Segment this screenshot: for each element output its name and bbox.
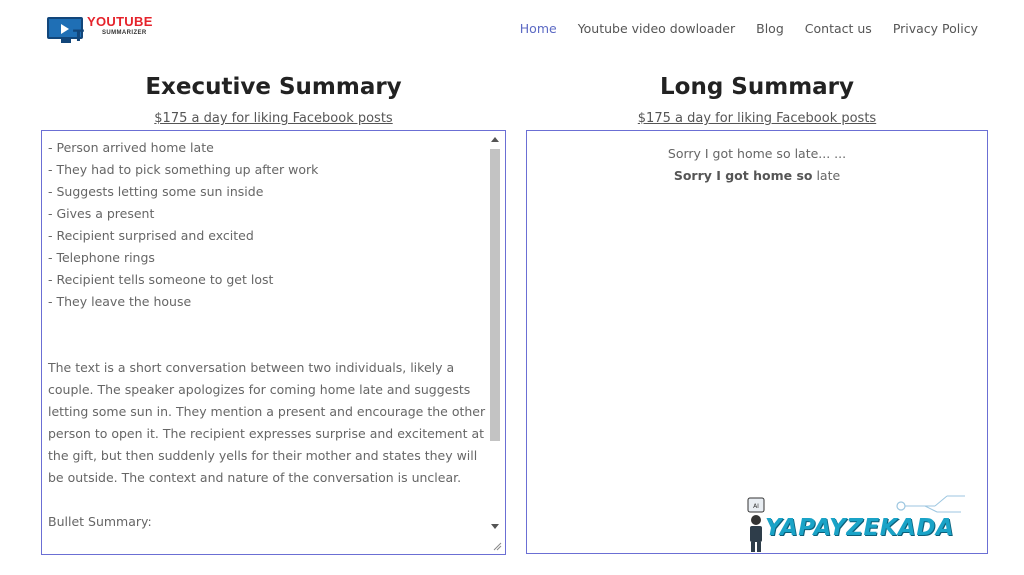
summary-bullet: - Suggests letting some sun inside [48, 184, 264, 199]
summary-bullet: - Gives a present [48, 206, 155, 221]
long-summary-heading: Long Summary [659, 74, 855, 100]
long-summary-text [527, 143, 987, 187]
watermark [745, 492, 975, 558]
logo-title: YOUTUBE [87, 14, 153, 29]
site-logo[interactable] [47, 14, 157, 44]
scroll-up-arrow-icon[interactable] [491, 137, 499, 142]
nav-blog[interactable]: Blog [756, 21, 784, 36]
bullet-summary-title: Bullet Summary: [48, 514, 152, 529]
scroll-down-arrow-icon[interactable] [491, 524, 499, 529]
summary-bullet: - Person arrived home late [48, 140, 214, 155]
nav-contact[interactable]: Contact us [804, 21, 872, 36]
robot-label: AI [753, 503, 759, 510]
executive-summary-text [48, 137, 488, 533]
long-summary-bold: Sorry I got home so [673, 168, 813, 183]
executive-video-link[interactable]: $175 a day for liking Facebook posts [154, 111, 393, 126]
nav-youtube-downloader[interactable]: Youtube video dowloader [577, 21, 736, 36]
nav-privacy[interactable]: Privacy Policy [892, 21, 978, 36]
summary-bullet: - They had to pick something up after work [48, 162, 319, 177]
logo-letter: T [73, 26, 84, 45]
long-summary-line: Sorry I got home so late... ... [667, 146, 847, 161]
circuit-decoration-icon [895, 492, 975, 514]
summary-bullet: - They leave the house [48, 294, 192, 309]
textarea-scrollbar[interactable] [489, 135, 501, 551]
long-summary-rest: late [812, 168, 841, 183]
robot-icon [745, 496, 767, 554]
summary-paragraph: The text is a short conversation between two individuals, likely a couple. The speaker apologizes for coming home late and suggests letting some sun in. They mention a present and encourage the other person to open it. The recipient expresses surprise and excitement at the gift, but then suddenly yells for their mother and states they will be outside. The context and nature of the conversation is unclear. [48, 360, 486, 485]
executive-summary-heading: Executive Summary [145, 74, 402, 100]
summary-bullet: - Recipient surprised and excited [48, 228, 254, 243]
play-icon [61, 24, 69, 34]
logo-subtitle: SUMMARIZER [102, 30, 147, 36]
long-summary-panel [526, 130, 988, 554]
summary-bullet: - Telephone rings [48, 250, 155, 265]
executive-summary-textarea[interactable] [41, 130, 506, 555]
summary-bullet: - Recipient tells someone to get lost [48, 272, 274, 287]
long-summary-line [527, 165, 987, 187]
resize-handle-icon[interactable] [492, 541, 502, 551]
main-nav [520, 20, 978, 38]
watermark-text: YAPAYZEKADA [765, 515, 955, 541]
monitor-stand-icon [61, 39, 71, 43]
long-video-link[interactable]: $175 a day for liking Facebook posts [637, 111, 877, 126]
nav-home[interactable]: Home [519, 21, 557, 36]
scrollbar-thumb[interactable] [490, 149, 500, 441]
